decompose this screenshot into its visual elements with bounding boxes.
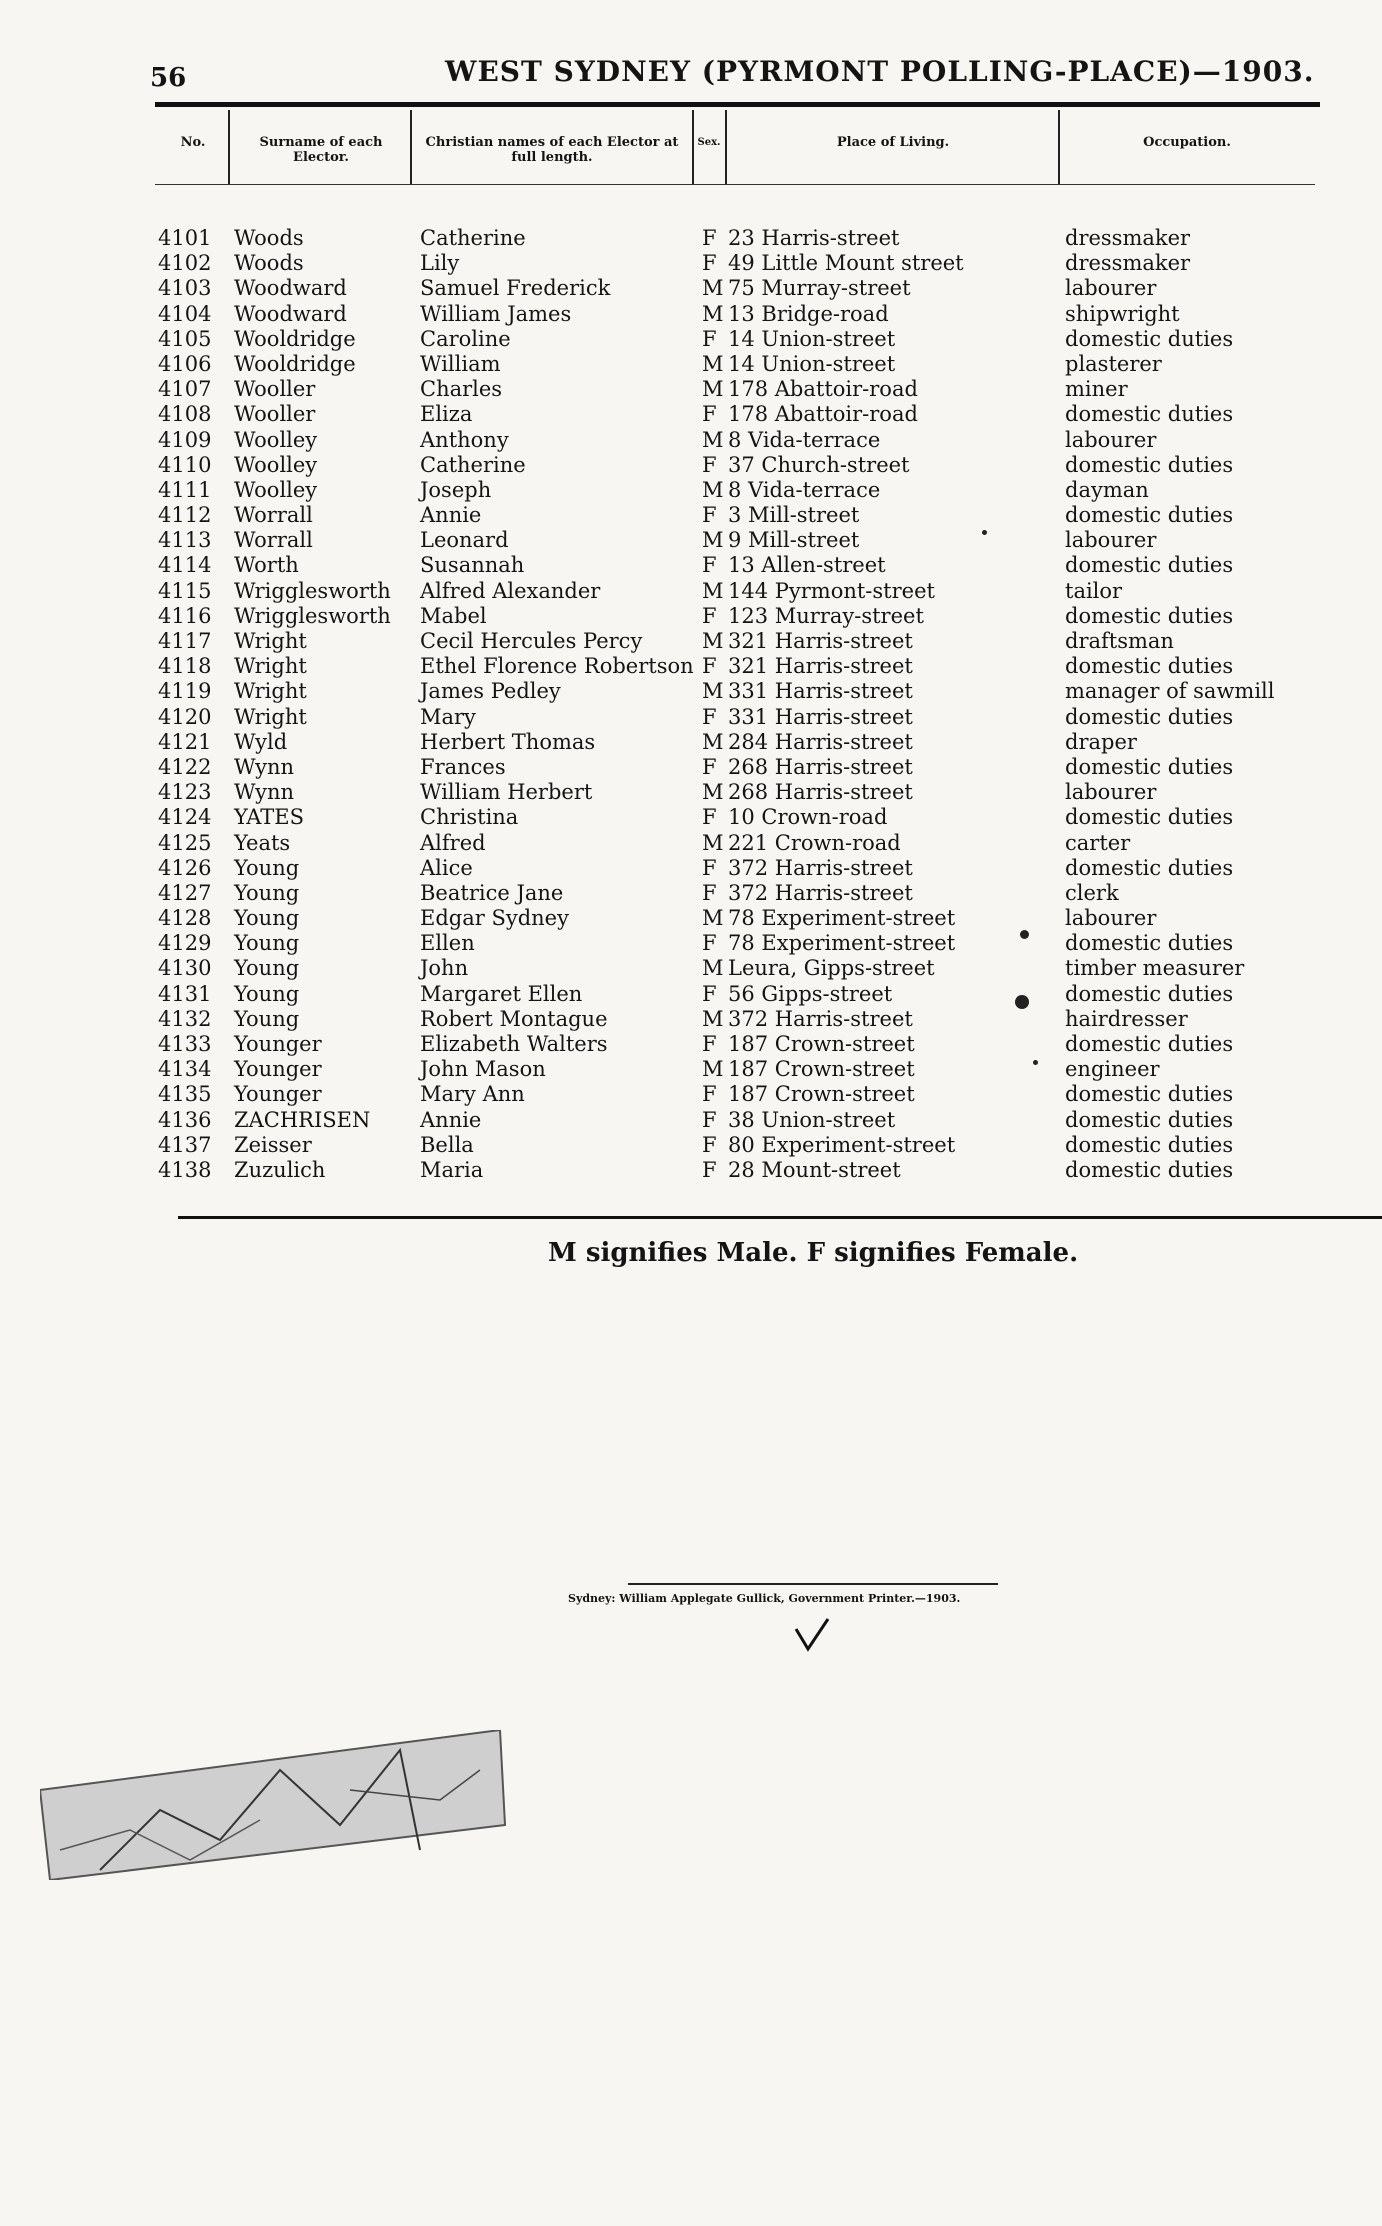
elector-row (0, 553, 1382, 578)
column-divider (1058, 110, 1060, 185)
elector-place-of-living: 268 Harris-street (728, 754, 913, 779)
elector-number: 4124 (158, 805, 212, 830)
elector-place-of-living: 10 Crown-road (728, 805, 888, 830)
elector-sex: F (702, 981, 717, 1006)
elector-number: 4105 (158, 326, 212, 351)
elector-surname: YATES (234, 805, 304, 830)
elector-number: 4106 (158, 351, 212, 376)
elector-occupation: domestic duties (1065, 855, 1234, 880)
elector-place-of-living: 178 Abattoir-road (728, 377, 918, 402)
elector-row (0, 1108, 1382, 1133)
elector-occupation: dressmaker (1065, 226, 1191, 250)
elector-number: 4103 (158, 276, 212, 301)
elector-place-of-living: 23 Harris-street (728, 226, 900, 250)
elector-row (0, 629, 1382, 654)
elector-row (0, 377, 1382, 402)
elector-occupation: domestic duties (1065, 603, 1234, 628)
elector-row (0, 327, 1382, 352)
elector-christian-names: Catherine (420, 226, 526, 250)
ink-speck (1015, 995, 1029, 1009)
elector-christian-names: Joseph (420, 477, 492, 502)
elector-occupation: draper (1065, 729, 1137, 754)
elector-place-of-living: 8 Vida-terrace (728, 427, 881, 452)
elector-row (0, 1032, 1382, 1057)
elector-row (0, 805, 1382, 830)
elector-christian-names: Margaret Ellen (420, 981, 583, 1006)
column-divider (410, 110, 412, 185)
elector-place-of-living: 38 Union-street (728, 1107, 896, 1132)
elector-place-of-living: 187 Crown-street (728, 1082, 915, 1107)
elector-number: 4111 (158, 477, 212, 502)
elector-christian-names: Leonard (420, 528, 509, 553)
elector-place-of-living: 13 Allen-street (728, 553, 886, 578)
elector-christian-names: Mary (420, 704, 476, 729)
elector-surname: Wyld (234, 729, 288, 754)
elector-sex: F (702, 754, 717, 779)
elector-number: 4132 (158, 1006, 212, 1031)
elector-number: 4104 (158, 301, 212, 326)
elector-place-of-living: 331 Harris-street (728, 704, 913, 729)
elector-row (0, 931, 1382, 956)
elector-number: 4120 (158, 704, 212, 729)
elector-christian-names: Robert Montague (420, 1006, 608, 1031)
elector-row (0, 302, 1382, 327)
elector-row (0, 705, 1382, 730)
elector-occupation: domestic duties (1065, 754, 1234, 779)
elector-christian-names: Eliza (420, 402, 473, 427)
printer-imprint: Sydney: William Applegate Gullick, Government Printer.—1903. (568, 1592, 961, 1605)
elector-number: 4114 (158, 553, 212, 578)
elector-place-of-living: 321 Harris-street (728, 629, 913, 653)
elector-sex: F (702, 1132, 717, 1157)
check-mark-icon (792, 1615, 832, 1655)
elector-row (0, 352, 1382, 377)
elector-sex: M (702, 351, 724, 376)
elector-sex: F (702, 553, 717, 578)
elector-surname: Wooller (234, 402, 316, 427)
elector-occupation: domestic duties (1065, 1157, 1234, 1182)
elector-rows (0, 226, 1382, 1183)
elector-number: 4109 (158, 427, 212, 452)
elector-occupation: domestic duties (1065, 326, 1234, 351)
elector-sex: M (702, 629, 724, 653)
elector-number: 4118 (158, 654, 212, 679)
elector-christian-names: Charles (420, 377, 503, 402)
elector-number: 4130 (158, 956, 212, 981)
elector-place-of-living: 78 Experiment-street (728, 931, 956, 956)
elector-surname: Woodward (234, 276, 347, 301)
elector-sex: M (702, 729, 724, 754)
elector-surname: Wooldridge (234, 326, 356, 351)
elector-sex: M (702, 679, 724, 704)
elector-occupation: draftsman (1065, 629, 1174, 653)
elector-place-of-living: 187 Crown-street (728, 1032, 915, 1056)
elector-surname: Woolley (234, 427, 318, 452)
elector-christian-names: Bella (420, 1132, 474, 1157)
elector-surname: Wright (234, 704, 307, 729)
elector-christian-names: Alfred Alexander (420, 578, 601, 603)
elector-place-of-living: 8 Vida-terrace (728, 477, 881, 502)
column-header-occupation: Occupation. (1143, 135, 1231, 150)
elector-occupation: domestic duties (1065, 1107, 1234, 1132)
elector-occupation: miner (1065, 377, 1128, 402)
elector-christian-names: Lily (420, 251, 460, 276)
elector-christian-names: Beatrice Jane (420, 880, 564, 905)
elector-occupation: domestic duties (1065, 553, 1234, 578)
elector-row (0, 1082, 1382, 1107)
elector-christian-names: Cecil Hercules Percy (420, 629, 643, 653)
elector-sex: F (702, 1082, 717, 1107)
elector-occupation: timber measurer (1065, 956, 1245, 981)
elector-row (0, 982, 1382, 1007)
elector-surname: Wright (234, 629, 307, 653)
elector-occupation: dayman (1065, 477, 1149, 502)
elector-place-of-living: 14 Union-street (728, 351, 896, 376)
elector-surname: Wooldridge (234, 351, 356, 376)
elector-row (0, 428, 1382, 453)
elector-number: 4112 (158, 503, 212, 528)
column-header-place: Place of Living. (836, 135, 950, 150)
elector-place-of-living: 78 Experiment-street (728, 906, 956, 931)
elector-sex: F (702, 402, 717, 427)
elector-place-of-living: 9 Mill-street (728, 528, 860, 553)
elector-occupation: clerk (1065, 880, 1119, 905)
elector-occupation: domestic duties (1065, 402, 1234, 427)
elector-surname: Woods (234, 226, 304, 250)
elector-surname: Younger (234, 1082, 322, 1107)
elector-sex: F (702, 931, 717, 956)
elector-row (0, 1057, 1382, 1082)
elector-sex: M (702, 477, 724, 502)
elector-sex: M (702, 830, 724, 855)
elector-sex: M (702, 377, 724, 402)
elector-surname: Worrall (234, 528, 313, 553)
column-header-surname: Surname of each Elector. (259, 135, 383, 165)
elector-number: 4135 (158, 1082, 212, 1107)
elector-place-of-living: 3 Mill-street (728, 503, 860, 528)
elector-number: 4125 (158, 830, 212, 855)
elector-row (0, 503, 1382, 528)
elector-occupation: domestic duties (1065, 1032, 1234, 1056)
elector-christian-names: Ethel Florence Robertson (420, 654, 694, 679)
elector-sex: F (702, 704, 717, 729)
elector-number: 4133 (158, 1032, 212, 1056)
elector-sex: F (702, 1107, 717, 1132)
elector-number: 4110 (158, 452, 212, 477)
elector-sex: F (702, 226, 717, 250)
elector-place-of-living: 144 Pyrmont-street (728, 578, 935, 603)
elector-number: 4108 (158, 402, 212, 427)
elector-place-of-living: 221 Crown-road (728, 830, 901, 855)
elector-surname: Young (234, 981, 300, 1006)
elector-number: 4123 (158, 780, 212, 805)
elector-row (0, 755, 1382, 780)
ink-speck (1033, 1060, 1038, 1065)
elector-sex: F (702, 503, 717, 528)
elector-sex: M (702, 1006, 724, 1031)
elector-occupation: labourer (1065, 276, 1157, 301)
elector-number: 4138 (158, 1157, 212, 1182)
elector-christian-names: Anthony (420, 427, 509, 452)
elector-place-of-living: 187 Crown-street (728, 1057, 915, 1082)
elector-sex: F (702, 326, 717, 351)
elector-occupation: dressmaker (1065, 251, 1191, 276)
elector-sex: M (702, 427, 724, 452)
elector-occupation: domestic duties (1065, 805, 1234, 830)
elector-surname: Wright (234, 679, 307, 704)
elector-christian-names: William (420, 351, 501, 376)
elector-occupation: domestic duties (1065, 654, 1234, 679)
elector-surname: Young (234, 956, 300, 981)
column-header-christian: Christian names of each Elector at full length. (425, 135, 679, 165)
elector-christian-names: Alice (420, 855, 473, 880)
elector-sex: F (702, 251, 717, 276)
elector-place-of-living: 284 Harris-street (728, 729, 913, 754)
elector-place-of-living: 372 Harris-street (728, 855, 913, 880)
elector-surname: Woolley (234, 477, 318, 502)
elector-row (0, 856, 1382, 881)
column-divider (725, 110, 727, 185)
elector-sex: M (702, 956, 724, 981)
elector-place-of-living: 14 Union-street (728, 326, 896, 351)
elector-occupation: domestic duties (1065, 452, 1234, 477)
header-bottom-rule (155, 184, 1315, 185)
elector-place-of-living: 321 Harris-street (728, 654, 913, 679)
column-divider (228, 110, 230, 185)
elector-surname: Woods (234, 251, 304, 276)
elector-row (0, 831, 1382, 856)
elector-row (0, 906, 1382, 931)
elector-number: 4101 (158, 226, 212, 250)
elector-number: 4129 (158, 931, 212, 956)
elector-place-of-living: 268 Harris-street (728, 780, 913, 805)
elector-number: 4115 (158, 578, 212, 603)
elector-surname: Young (234, 880, 300, 905)
sex-legend: M signifies Male. F signifies Female. (548, 1238, 1079, 1268)
elector-row (0, 528, 1382, 553)
elector-row (0, 226, 1382, 251)
elector-number: 4134 (158, 1057, 212, 1082)
elector-surname: Wynn (234, 754, 295, 779)
elector-row (0, 1007, 1382, 1032)
elector-christian-names: Annie (420, 503, 482, 528)
elector-sex: F (702, 855, 717, 880)
elector-occupation: domestic duties (1065, 704, 1234, 729)
elector-row (0, 251, 1382, 276)
elector-sex: M (702, 780, 724, 805)
elector-number: 4121 (158, 729, 212, 754)
elector-sex: M (702, 301, 724, 326)
elector-place-of-living: Leura, Gipps-street (728, 956, 935, 981)
elector-christian-names: Frances (420, 754, 506, 779)
elector-place-of-living: 80 Experiment-street (728, 1132, 956, 1157)
elector-place-of-living: 178 Abattoir-road (728, 402, 918, 427)
elector-number: 4122 (158, 754, 212, 779)
elector-number: 4131 (158, 981, 212, 1006)
page-header (150, 55, 1330, 95)
elector-christian-names: Mabel (420, 603, 487, 628)
page-number: 56 (150, 63, 187, 93)
elector-occupation: domestic duties (1065, 503, 1234, 528)
elector-number: 4119 (158, 679, 212, 704)
column-header-sex: Sex. (697, 137, 721, 148)
ink-speck (982, 530, 987, 535)
elector-row (0, 1158, 1382, 1183)
elector-place-of-living: 13 Bridge-road (728, 301, 889, 326)
elector-place-of-living: 372 Harris-street (728, 1006, 913, 1031)
elector-place-of-living: 331 Harris-street (728, 679, 913, 704)
elector-christian-names: Christina (420, 805, 519, 830)
elector-christian-names: Alfred (420, 830, 486, 855)
elector-row (0, 604, 1382, 629)
elector-surname: Wynn (234, 780, 295, 805)
table-end-rule (178, 1216, 1382, 1219)
elector-christian-names: Maria (420, 1157, 484, 1182)
elector-christian-names: Mary Ann (420, 1082, 525, 1107)
elector-row (0, 654, 1382, 679)
elector-surname: Worth (234, 553, 299, 578)
elector-sex: M (702, 578, 724, 603)
elector-place-of-living: 37 Church-street (728, 452, 910, 477)
elector-surname: Young (234, 906, 300, 931)
elector-surname: Younger (234, 1032, 322, 1056)
elector-surname: Younger (234, 1057, 322, 1082)
elector-place-of-living: 372 Harris-street (728, 880, 913, 905)
elector-occupation: tailor (1065, 578, 1123, 603)
elector-number: 4117 (158, 629, 212, 653)
elector-number: 4127 (158, 880, 212, 905)
elector-christian-names: Caroline (420, 326, 511, 351)
elector-place-of-living: 123 Murray-street (728, 603, 924, 628)
elector-row (0, 780, 1382, 805)
elector-occupation: labourer (1065, 427, 1157, 452)
elector-christian-names: Herbert Thomas (420, 729, 596, 754)
elector-surname: Wrigglesworth (234, 603, 391, 628)
elector-row (0, 276, 1382, 301)
elector-occupation: shipwright (1065, 301, 1180, 326)
elector-sex: M (702, 276, 724, 301)
elector-christian-names: William James (420, 301, 572, 326)
elector-christian-names: Samuel Frederick (420, 276, 611, 301)
elector-surname: Yeats (234, 830, 291, 855)
elector-christian-names: James Pedley (420, 679, 561, 704)
elector-occupation: engineer (1065, 1057, 1160, 1082)
elector-row (0, 956, 1382, 981)
elector-number: 4137 (158, 1132, 212, 1157)
elector-surname: Worrall (234, 503, 313, 528)
elector-row (0, 579, 1382, 604)
elector-christian-names: Elizabeth Walters (420, 1032, 608, 1056)
elector-row (0, 881, 1382, 906)
elector-number: 4126 (158, 855, 212, 880)
elector-occupation: carter (1065, 830, 1131, 855)
elector-row (0, 453, 1382, 478)
header-rule (155, 102, 1320, 107)
elector-surname: Woodward (234, 301, 347, 326)
elector-occupation: labourer (1065, 528, 1157, 553)
elector-place-of-living: 28 Mount-street (728, 1157, 901, 1182)
elector-occupation: labourer (1065, 780, 1157, 805)
elector-number: 4136 (158, 1107, 212, 1132)
elector-row (0, 679, 1382, 704)
elector-sex: F (702, 805, 717, 830)
elector-number: 4107 (158, 377, 212, 402)
elector-surname: ZACHRISEN (234, 1107, 371, 1132)
elector-surname: Wright (234, 654, 307, 679)
elector-occupation: domestic duties (1065, 931, 1234, 956)
elector-sex: M (702, 1057, 724, 1082)
elector-christian-names: Edgar Sydney (420, 906, 569, 931)
elector-christian-names: Annie (420, 1107, 482, 1132)
elector-occupation: manager of sawmill (1065, 679, 1275, 704)
elector-christian-names: John (420, 956, 469, 981)
elector-row (0, 730, 1382, 755)
elector-christian-names: Catherine (420, 452, 526, 477)
elector-row (0, 1133, 1382, 1158)
page-title: WEST SYDNEY (PYRMONT POLLING-PLACE)—1903. (445, 55, 1315, 88)
elector-place-of-living: 75 Murray-street (728, 276, 911, 301)
elector-sex: F (702, 1032, 717, 1056)
elector-christian-names: Susannah (420, 553, 525, 578)
elector-number: 4102 (158, 251, 212, 276)
ink-speck (1020, 930, 1029, 939)
elector-sex: F (702, 654, 717, 679)
elector-surname: Young (234, 1006, 300, 1031)
elector-occupation: domestic duties (1065, 1082, 1234, 1107)
elector-occupation: labourer (1065, 906, 1157, 931)
torn-paper-scrap (40, 1730, 510, 1880)
elector-row (0, 402, 1382, 427)
elector-place-of-living: 56 Gipps-street (728, 981, 893, 1006)
elector-place-of-living: 49 Little Mount street (728, 251, 964, 276)
elector-sex: F (702, 603, 717, 628)
elector-sex: F (702, 880, 717, 905)
elector-sex: F (702, 452, 717, 477)
elector-sex: M (702, 528, 724, 553)
elector-christian-names: Ellen (420, 931, 475, 956)
elector-occupation: hairdresser (1065, 1006, 1188, 1031)
elector-occupation: plasterer (1065, 351, 1162, 376)
elector-surname: Zuzulich (234, 1157, 326, 1182)
elector-number: 4116 (158, 603, 212, 628)
printer-rule (628, 1583, 998, 1585)
elector-sex: F (702, 1157, 717, 1182)
elector-sex: M (702, 906, 724, 931)
column-header-no: No. (180, 135, 206, 150)
elector-surname: Wooller (234, 377, 316, 402)
elector-christian-names: William Herbert (420, 780, 593, 805)
elector-christian-names: John Mason (420, 1057, 546, 1082)
elector-occupation: domestic duties (1065, 1132, 1234, 1157)
elector-surname: Young (234, 931, 300, 956)
elector-surname: Wrigglesworth (234, 578, 391, 603)
elector-surname: Zeisser (234, 1132, 312, 1157)
elector-surname: Young (234, 855, 300, 880)
elector-row (0, 478, 1382, 503)
elector-number: 4128 (158, 906, 212, 931)
elector-surname: Woolley (234, 452, 318, 477)
elector-number: 4113 (158, 528, 212, 553)
elector-occupation: domestic duties (1065, 981, 1234, 1006)
